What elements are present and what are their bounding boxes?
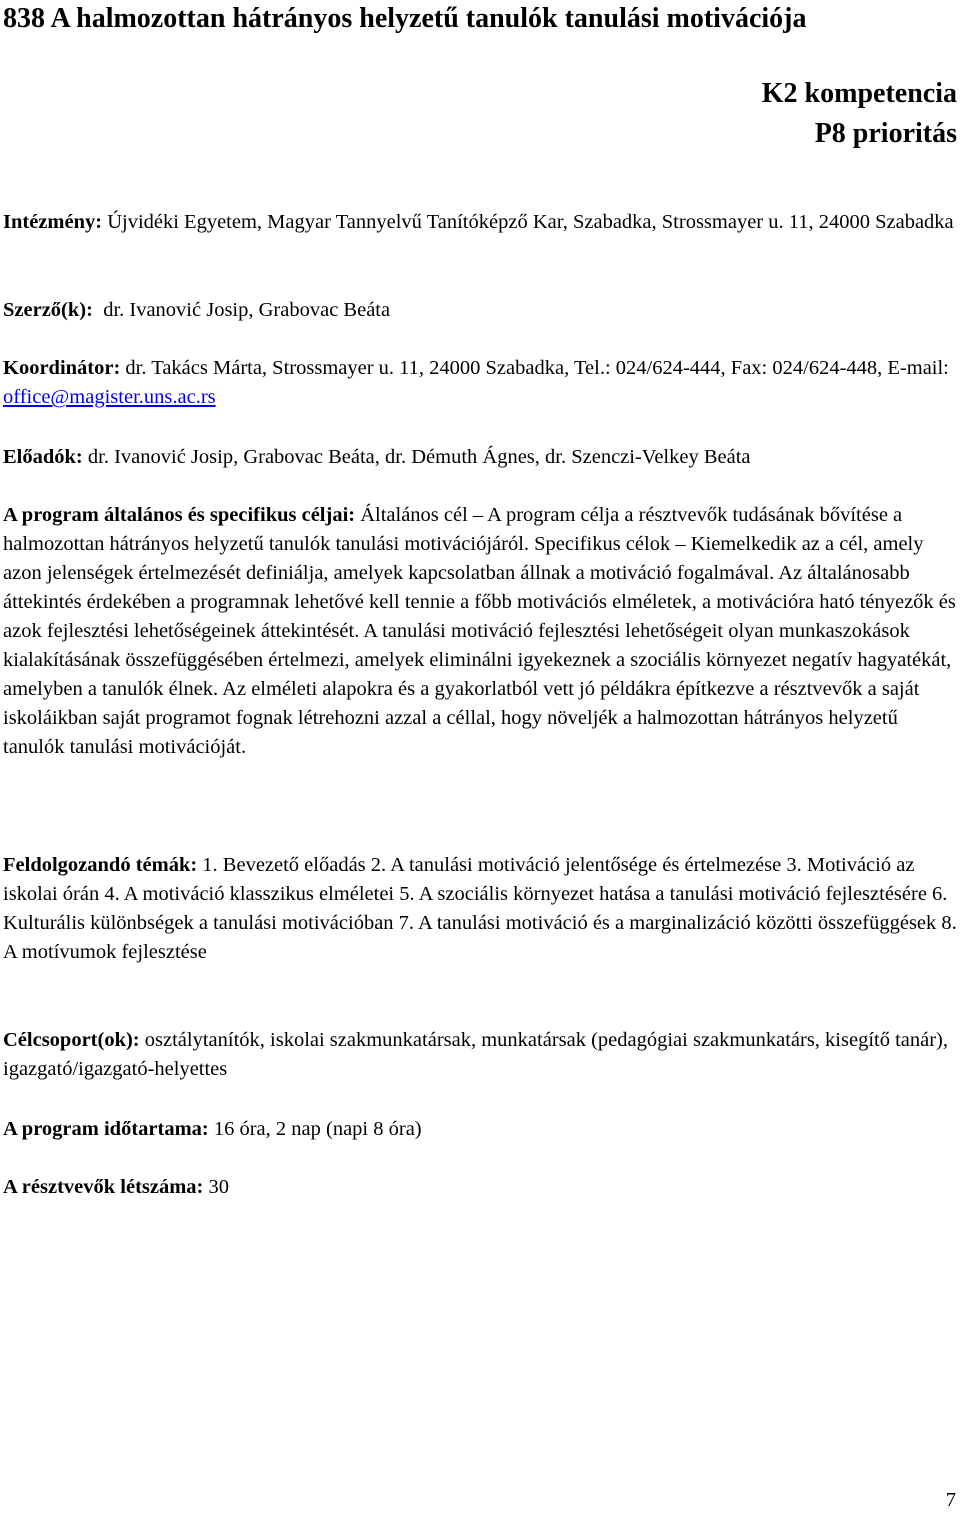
priority-label: P8 prioritás	[814, 118, 957, 149]
goals-label: A program általános és specifikus céljai:	[3, 504, 356, 526]
page-number: 7	[945, 1489, 956, 1511]
target-groups-section	[3, 1026, 957, 1084]
authors-value: dr. Ivanović Josip, Grabovac Beáta	[103, 299, 391, 321]
presenters-value: dr. Ivanović Josip, Grabovac Beáta, dr. Démuth Ágnes, dr. Szenczi-Velkey Beáta	[87, 446, 751, 468]
institution-label: Intézmény:	[3, 211, 103, 233]
coordinator-value: dr. Takács Márta, Strossmayer u. 11, 24000 Szabadka, Tel.: 024/624-444, Fax: 024/624-448, E-mail:	[125, 357, 949, 379]
page-title: 838 A halmozottan hátrányos helyzetű tanulók tanulási motivációja	[3, 3, 807, 34]
participants-label: A résztvevők létszáma:	[3, 1176, 204, 1198]
goals-value: Általános cél – A program célja a résztvevők tudásának bővítése a halmozottan hátrányos helyzetű tanulók tanulási motivációjáról. Specifikus célok – Kiemelkedik az a cél, amely azon jelenségek értelmezését definiálja, amelyek kapcsolatban állnak a motiváció fogalmával. Az általánosabb áttekintés érdekében a programnak lehetővé kell tennie a főbb motivációs elméletek, a motivációra ható tényezők és azok fejlesztési lehetőségeinek áttekintését. A tanulási motiváció fejlesztési lehetőségeit olyan munkaszokások kialakításának összefüggésében értelmezi, amelyek eliminálni igyekeznek a szociális környezet negatív hagyatékát, amelyben a tanulók élnek. Az elméleti alapokra és a gyakorlatból vett jó példákra építkezve a résztvevők a saját iskoláikban saját programot fognak létrehozni azzal a céllal, hogy növeljék a halmozottan hátrányos helyzetű tanulók tanulási motivációját.	[3, 504, 956, 758]
coordinator-email-link[interactable]: office@magister.uns.ac.rs	[3, 386, 216, 408]
coordinator-section	[3, 354, 957, 412]
institution-value: Újvidéki Egyetem, Magyar Tannyelvű Tanítóképző Kar, Szabadka, Strossmayer u. 11, 24000 Szabadka	[107, 211, 954, 233]
classification-block	[762, 74, 957, 154]
authors-section	[3, 296, 957, 325]
duration-value: 16 óra, 2 nap (napi 8 óra)	[213, 1118, 422, 1140]
goals-section	[3, 501, 957, 762]
duration-section	[3, 1115, 957, 1144]
presenters-section	[3, 443, 957, 472]
institution-section	[3, 208, 957, 237]
topics-label: Feldolgozandó témák:	[3, 854, 198, 876]
duration-label: A program időtartama:	[3, 1118, 209, 1140]
target-groups-label: Célcsoport(ok):	[3, 1029, 140, 1051]
target-groups-value: osztálytanítók, iskolai szakmunkatársak, munkatársak (pedagógiai szakmunkatárs, kisegítő tanár), igazgató/igazgató-helyettes	[3, 1029, 949, 1080]
topics-value: 1. Bevezető előadás 2. A tanulási motiváció jelentősége és értelmezése 3. Motiváció az iskolai órán 4. A motiváció klasszikus elméletei 5. A szociális környezet hatása a tanulási motiváció fejlesztésére 6. Kulturális különbségek a tanulási motivációban 7. A tanulási motiváció és a marginalizáció közötti összefüggések 8. A motívumok fejlesztése	[3, 854, 957, 963]
topics-section	[3, 851, 957, 967]
participants-value: 30	[208, 1176, 230, 1198]
presenters-label: Előadók:	[3, 446, 83, 468]
competence-label: K2 kompetencia	[761, 78, 957, 109]
authors-label: Szerző(k):	[3, 299, 93, 321]
participants-section	[3, 1173, 957, 1202]
coordinator-label: Koordinátor:	[3, 357, 121, 379]
